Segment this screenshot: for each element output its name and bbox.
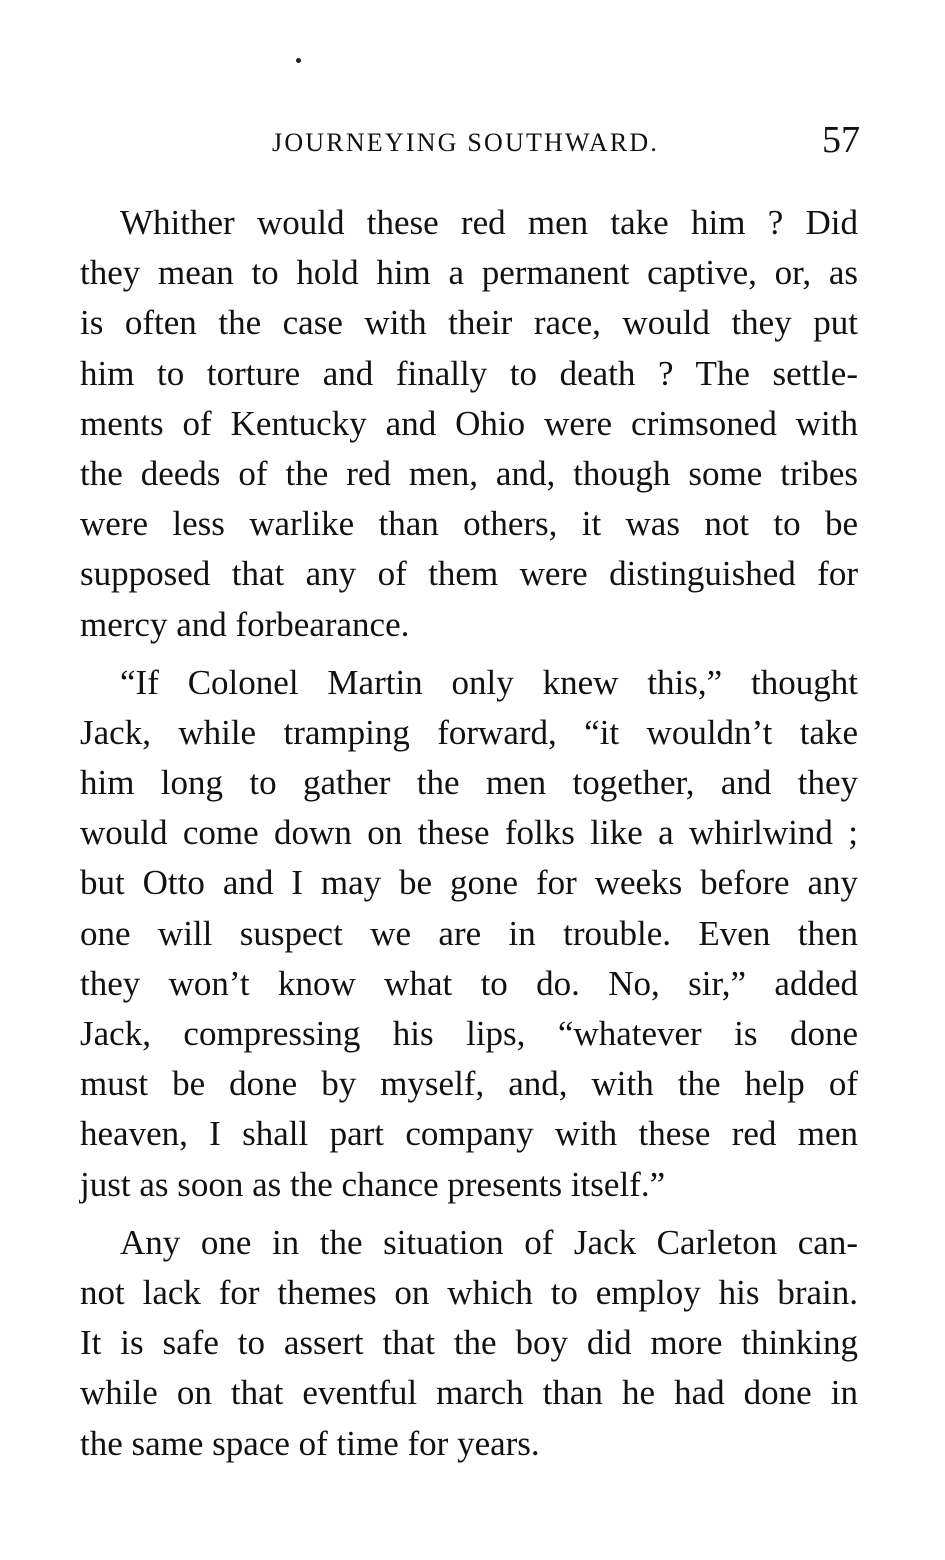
text-line: heaven, I shall part company with these red men <box>80 1114 858 1154</box>
text-line: not lack for themes on which to employ his brain. <box>80 1272 858 1312</box>
paragraph-2 <box>80 658 858 1210</box>
paragraph-1 <box>80 198 858 650</box>
text-line: they won’t know what to do. No, sir,” added <box>80 963 858 1003</box>
text-line: one will suspect we are in trouble. Even then <box>80 913 858 953</box>
text-line: Any one in the situation of Jack Carleton can- <box>120 1222 858 1262</box>
text-line: mercy and forbearance. <box>80 604 410 644</box>
paragraph-3 <box>80 1218 858 1469</box>
text-line: were less warlike than others, it was not to be <box>80 504 858 544</box>
text-line: Whither would these red men take him ? Did <box>120 203 858 242</box>
text-line: Jack, compressing his lips, “whatever is done <box>80 1014 858 1053</box>
text-line: the same space of time for years. <box>80 1423 540 1463</box>
running-title: JOURNEYING SOUTHWARD. <box>272 128 660 157</box>
text-line: the deeds of the red men, and, though some tribes <box>80 453 858 493</box>
text-line: they mean to hold him a permanent captive, or, as <box>80 253 858 293</box>
text-line: ments of Kentucky and Ohio were crimsoned with <box>80 403 858 443</box>
text-line: him to torture and finally to death ? The settle- <box>80 353 858 393</box>
print-speck <box>296 58 301 63</box>
text-line: while on that eventful march than he had done in <box>80 1373 858 1413</box>
text-line: supposed that any of them were distinguished for <box>80 554 858 594</box>
text-line: must be done by myself, and, with the help of <box>80 1064 858 1104</box>
text-line: It is safe to assert that the boy did more thinking <box>80 1323 858 1363</box>
page-header <box>80 118 860 168</box>
text-line: would come down on these folks like a whirlwind ; <box>80 813 858 853</box>
text-line: just as soon as the chance presents itself.” <box>80 1164 666 1204</box>
text-line: “If Colonel Martin only knew this,” thought <box>120 662 858 702</box>
page-number: 57 <box>822 119 860 161</box>
body-text <box>80 198 858 1469</box>
text-line: but Otto and I may be gone for weeks before any <box>80 863 858 903</box>
text-line: Jack, while tramping forward, “it wouldn’t take <box>80 712 858 752</box>
text-line: him long to gather the men together, and they <box>80 763 858 803</box>
text-line: is often the case with their race, would they put <box>80 303 858 343</box>
